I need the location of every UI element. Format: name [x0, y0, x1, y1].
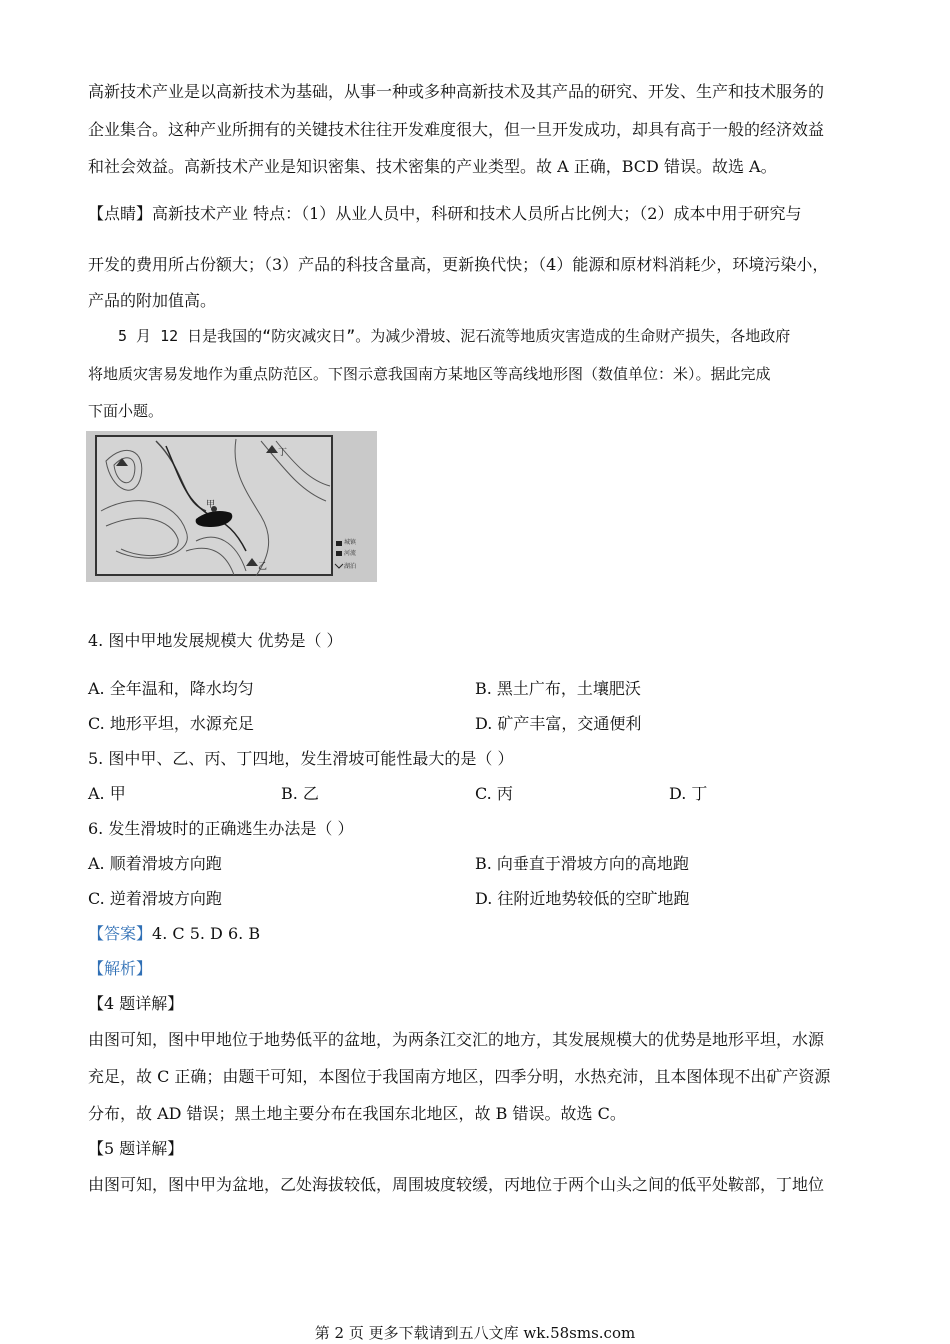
- paragraph-line: 和社会效益。高新技术产业是知识密集、技术密集的产业类型。故 A 正确，BCD 错误。故选 A。: [88, 157, 777, 176]
- detail-4-line: 充足，故 C 正确；由题干可知，本图位于我国南方地区，四季分明，水热充沛，且本图体现不出矿产资源: [88, 1067, 831, 1086]
- intro-line: 将地质灾害易发地作为重点防范区。下图示意我国南方某地区等高线地形图（数值单位：米）。据此完成: [88, 365, 771, 383]
- q5-option-d: D. 丁: [669, 784, 708, 803]
- question-5-stem: 5. 图中甲、乙、丙、丁四地，发生滑坡可能性最大的是（ ）: [88, 749, 514, 768]
- map-label-yi: 乙: [258, 562, 268, 572]
- detail-4-line: 由图可知，图中甲地位于地势低平的盆地，为两条江交汇的地方，其发展规模大的优势是地形平坦，水源: [88, 1030, 825, 1049]
- paragraph-line: 高新技术产业是以高新技术为基础，从事一种或多种高新技术及其产品的研究、开发、生产和技术服务的: [88, 82, 825, 101]
- detail-4-title: 【4 题详解】: [88, 994, 184, 1013]
- q4-option-c: C. 地形平坦，水源充足: [88, 714, 254, 733]
- intro-line: 5 月 12 日是我国的“防灾减灾日”。为减少滑坡、泥石流等地质灾害造成的生命财产损失，各地政府: [118, 327, 791, 345]
- q6-option-d: D. 往附近地势较低的空旷地跑: [475, 889, 690, 908]
- dianjing-line: 开发的费用所占份额大；（3）产品的科技含量高，更新换代快；（4）能源和原材料消耗少，环境污染小，: [88, 255, 829, 274]
- dianjing-line: 产品的附加值高。: [88, 291, 217, 310]
- q6-option-b: B. 向垂直于滑坡方向的高地跑: [475, 854, 689, 873]
- detail-5-line: 由图可知，图中甲为盆地，乙处海拔较低，周围坡度较缓，丙地位于两个山头之间的低平处鞍部，丁地位: [88, 1175, 825, 1194]
- answer-line: [88, 924, 260, 944]
- q4-option-b: B. 黑土广布，土壤肥沃: [475, 679, 641, 698]
- detail-4-line: 分布，故 AD 错误；黑土地主要分布在我国东北地区，故 B 错误。故选 C。: [88, 1104, 626, 1123]
- analysis-tag: 【解析】: [88, 959, 153, 978]
- contour-map: [86, 431, 377, 582]
- q6-option-c: C. 逆着滑坡方向跑: [88, 889, 222, 908]
- intro-line: 下面小题。: [88, 402, 164, 420]
- map-legend-river: 河流: [344, 550, 357, 557]
- dianjing-line: 【点睛】高新技术产业 特点：（1）从业人员中，科研和技术人员所占比例大；（2）成本中用于研究与: [88, 204, 802, 223]
- map-legend-lake: 湖泊: [344, 563, 357, 570]
- contour-map-graphic: [86, 431, 377, 582]
- page-footer: 第 2 页 更多下载请到五八文库 wk.58sms.com: [314, 1324, 636, 1342]
- q5-option-a: A. 甲: [88, 784, 126, 803]
- map-label-ding: 丁: [278, 448, 288, 458]
- question-4-stem: 4. 图中甲地发展规模大 优势是（ ）: [88, 631, 343, 650]
- paragraph-line: 企业集合。这种产业所拥有的关键技术往往开发难度很大，但一旦开发成功，却具有高于一般的经济效益: [88, 120, 825, 139]
- answer-tag: 【答案】: [88, 924, 153, 943]
- answer-text: 4. C 5. D 6. B: [152, 924, 261, 943]
- q6-option-a: A. 顺着滑坡方向跑: [88, 854, 222, 873]
- detail-5-title: 【5 题详解】: [88, 1139, 184, 1158]
- question-6-stem: 6. 发生滑坡时的正确逃生办法是（ ）: [88, 819, 354, 838]
- map-legend-town: 城镇: [344, 539, 357, 546]
- q4-option-a: A. 全年温和，降水均匀: [88, 679, 254, 698]
- map-label-jia: 甲: [206, 500, 216, 510]
- q5-option-c: C. 丙: [475, 784, 513, 803]
- q5-option-b: B. 乙: [281, 784, 319, 803]
- q4-option-d: D. 矿产丰富，交通便利: [475, 714, 642, 733]
